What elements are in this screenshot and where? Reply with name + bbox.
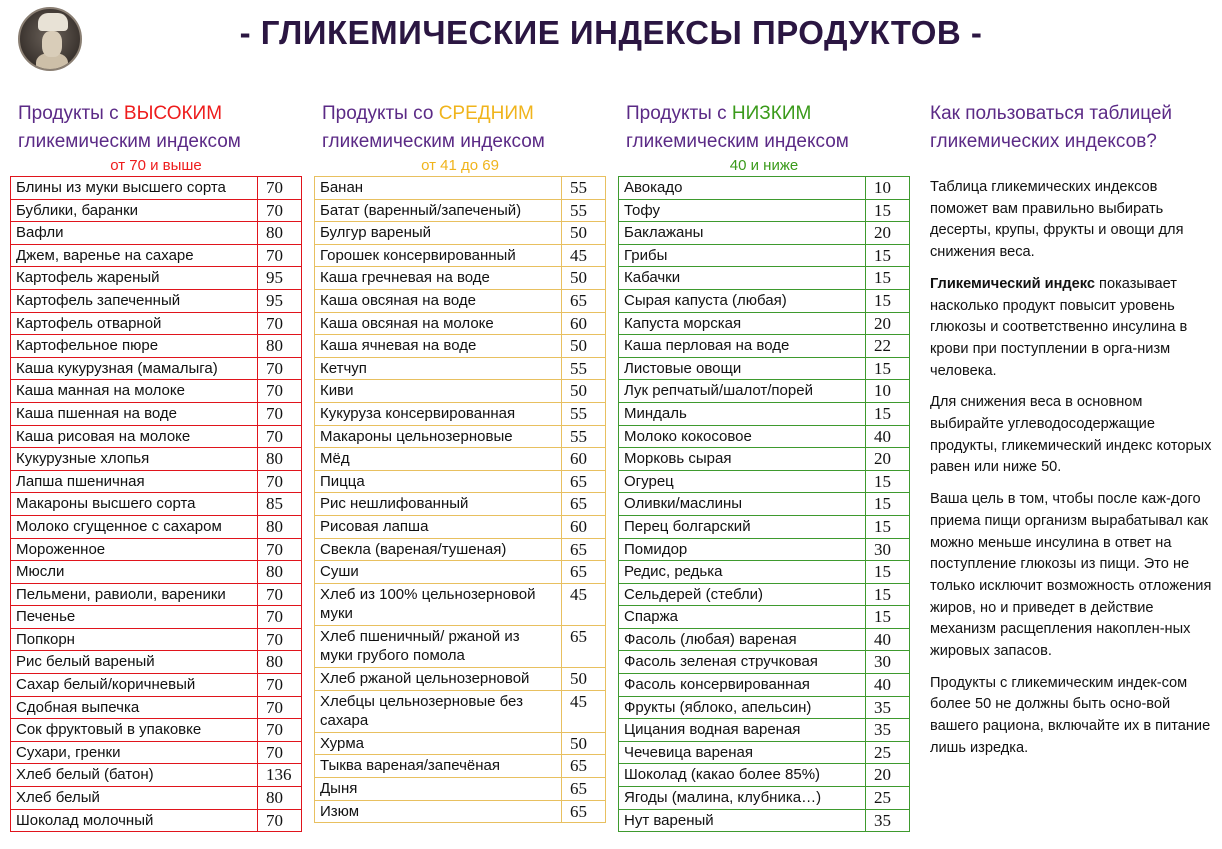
gi-value: 65: [562, 538, 606, 561]
gi-value: 70: [258, 357, 302, 380]
gi-value: 10: [866, 380, 910, 403]
gi-value: 15: [866, 515, 910, 538]
product-name: Огурец: [619, 470, 866, 493]
product-name: Каша гречневая на воде: [315, 267, 562, 290]
gi-value: 80: [258, 651, 302, 674]
gi-value: 65: [562, 493, 606, 516]
table-row: [619, 267, 910, 290]
product-name: Морковь сырая: [619, 448, 866, 471]
table-row: [315, 357, 606, 380]
gi-value: 65: [562, 470, 606, 493]
gi-value: 60: [562, 515, 606, 538]
gi-value: 15: [866, 357, 910, 380]
product-name: Шоколад молочный: [11, 809, 258, 832]
table-row: [315, 800, 606, 823]
product-name: Картофельное пюре: [11, 335, 258, 358]
gi-value: 45: [562, 690, 606, 732]
table-row: [315, 222, 606, 245]
how-to-use-panel: [930, 100, 1215, 760]
product-name: Блины из муки высшего сорта: [11, 177, 258, 200]
table-row: [11, 787, 302, 810]
gi-value: 55: [562, 177, 606, 200]
table-row: [11, 628, 302, 651]
gi-range: от 70 и выше: [110, 157, 202, 174]
product-name: Суши: [315, 561, 562, 584]
info-paragraph-3: Для снижения веса в основном выбирайте углеводосодержащие продукты, гликемический индекс которых равен или ниже 50.: [930, 394, 1212, 476]
table-row: [619, 312, 910, 335]
product-name: Листовые овощи: [619, 357, 866, 380]
product-table: [314, 176, 606, 823]
table-row: [619, 719, 910, 742]
gi-range: 40 и ниже: [729, 157, 799, 174]
product-name: Сухари, гренки: [11, 741, 258, 764]
product-name: Каша рисовая на молоке: [11, 425, 258, 448]
table-row: [11, 809, 302, 832]
table-row: [315, 690, 606, 732]
product-name: Джем, варенье на сахаре: [11, 244, 258, 267]
product-name: Вафли: [11, 222, 258, 245]
gi-value: 65: [562, 778, 606, 801]
product-name: Нут вареный: [619, 809, 866, 832]
product-name: Сахар белый/коричневый: [11, 674, 258, 697]
product-name: Банан: [315, 177, 562, 200]
gi-value: 70: [258, 199, 302, 222]
table-row: [11, 244, 302, 267]
table-row: [315, 312, 606, 335]
page-title: - ГЛИКЕМИЧЕСКИЕ ИНДЕКСЫ ПРОДУКТОВ -: [239, 14, 983, 51]
product-name: Печенье: [11, 606, 258, 629]
table-row: [619, 561, 910, 584]
gi-value: 65: [562, 800, 606, 823]
gi-value: 80: [258, 335, 302, 358]
product-name: Попкорн: [11, 628, 258, 651]
product-table: [10, 176, 302, 832]
product-name: Макароны цельнозерновые: [315, 425, 562, 448]
gi-value: 55: [562, 402, 606, 425]
gi-value: 70: [258, 425, 302, 448]
product-name: Помидор: [619, 538, 866, 561]
product-name: Горошек консервированный: [315, 244, 562, 267]
table-row: [619, 741, 910, 764]
table-row: [619, 674, 910, 697]
product-name: Пицца: [315, 470, 562, 493]
product-name: Перец болгарский: [619, 515, 866, 538]
gi-value: 55: [562, 199, 606, 222]
gi-value: 65: [562, 755, 606, 778]
gi-value: 25: [866, 741, 910, 764]
product-name: Дыня: [315, 778, 562, 801]
high-gi-column: [10, 100, 302, 832]
gi-value: 20: [866, 448, 910, 471]
product-name: Каша кукурузная (мамалыга): [11, 357, 258, 380]
product-name: Лук репчатый/шалот/порей: [619, 380, 866, 403]
table-row: [11, 425, 302, 448]
table-row: [11, 470, 302, 493]
table-row: [315, 289, 606, 312]
table-row: [315, 199, 606, 222]
gi-value: 70: [258, 538, 302, 561]
gi-value: 35: [866, 696, 910, 719]
product-name: Мороженное: [11, 538, 258, 561]
table-row: [11, 764, 302, 787]
product-name: Тыква вареная/запечёная: [315, 755, 562, 778]
table-row: [315, 177, 606, 200]
product-name: Рисовая лапша: [315, 515, 562, 538]
column-heading: Продукты с НИЗКИМ гликемическим индексом: [626, 103, 849, 152]
table-row: [11, 515, 302, 538]
table-row: [619, 787, 910, 810]
product-name: Картофель жареный: [11, 267, 258, 290]
table-row: [11, 312, 302, 335]
gi-value: 80: [258, 515, 302, 538]
gi-value: 35: [866, 719, 910, 742]
table-row: [619, 244, 910, 267]
gi-value: 40: [866, 628, 910, 651]
info-paragraph-4: Ваша цель в том, чтобы после каж-дого приема пищи организм вырабатывал как можно меньше инсулина в ответ на поступление глюкозы из пищи. Это не только исключит возможность отложения жиров, но и приведет в действие механизм расщепления накоплен-ных жировых запасов.: [930, 491, 1212, 660]
table-row: [619, 628, 910, 651]
gi-value: 20: [866, 312, 910, 335]
table-row: [11, 267, 302, 290]
gi-value: 45: [562, 244, 606, 267]
info-paragraph-1: Таблица гликемических индексов поможет вам правильно выбирать десерты, крупы, фрукты и овощи для снижения веса.: [930, 179, 1184, 261]
table-row: [619, 177, 910, 200]
table-row: [315, 470, 606, 493]
gi-value: 50: [562, 222, 606, 245]
gi-value: 70: [258, 719, 302, 742]
gi-value: 70: [258, 244, 302, 267]
table-row: [11, 493, 302, 516]
product-name: Ягоды (малина, клубника…): [619, 787, 866, 810]
gi-value: 15: [866, 289, 910, 312]
gi-value: 70: [258, 741, 302, 764]
table-row: [619, 470, 910, 493]
table-row: [315, 778, 606, 801]
product-name: Картофель отварной: [11, 312, 258, 335]
table-row: [619, 696, 910, 719]
table-row: [11, 222, 302, 245]
table-row: [11, 674, 302, 697]
table-row: [11, 380, 302, 403]
product-name: Молоко сгущенное с сахаром: [11, 515, 258, 538]
product-name: Каша манная на молоке: [11, 380, 258, 403]
table-row: [619, 402, 910, 425]
product-name: Авокадо: [619, 177, 866, 200]
product-name: Хлеб из 100% цельнозерновой муки: [315, 583, 562, 625]
gi-value: 55: [562, 425, 606, 448]
gi-value: 25: [866, 787, 910, 810]
info-paragraph-5: Продукты с гликемическим индек-сом более 50 не должны быть осно-вой вашего рациона, включайте их в питание лишь изредка.: [930, 674, 1211, 756]
product-name: Сельдерей (стебли): [619, 583, 866, 606]
product-name: Каша ячневая на воде: [315, 335, 562, 358]
product-name: Батат (варенный/запеченый): [315, 199, 562, 222]
table-row: [619, 538, 910, 561]
table-row: [619, 199, 910, 222]
product-name: Мюсли: [11, 561, 258, 584]
table-row: [11, 448, 302, 471]
info-paragraph-2: Гликемический индекс показывает насколько продукт повысит уровень глюкозы и соответственно инсулина в крови при поступлении в орга-низм человека.: [930, 275, 1188, 379]
gi-range: от 41 до 69: [421, 157, 499, 174]
product-name: Фасоль (любая) вареная: [619, 628, 866, 651]
table-row: [619, 651, 910, 674]
product-name: Миндаль: [619, 402, 866, 425]
gi-value: 65: [562, 561, 606, 584]
product-name: Бублики, баранки: [11, 199, 258, 222]
product-name: Киви: [315, 380, 562, 403]
table-row: [315, 402, 606, 425]
product-name: Фасоль консервированная: [619, 674, 866, 697]
gi-value: 15: [866, 606, 910, 629]
product-name: Оливки/маслины: [619, 493, 866, 516]
gi-value: 70: [258, 628, 302, 651]
product-name: Фасоль зеленая стручковая: [619, 651, 866, 674]
gi-value: 20: [866, 222, 910, 245]
table-row: [315, 425, 606, 448]
table-row: [619, 335, 910, 358]
gi-value: 65: [562, 625, 606, 667]
table-row: [619, 493, 910, 516]
table-row: [11, 538, 302, 561]
gi-value: 22: [866, 335, 910, 358]
table-row: [11, 651, 302, 674]
gi-value: 70: [258, 380, 302, 403]
table-row: [315, 380, 606, 403]
product-name: Булгур вареный: [315, 222, 562, 245]
table-row: [315, 267, 606, 290]
gi-value: 70: [258, 696, 302, 719]
gi-value: 80: [258, 448, 302, 471]
gi-value: 20: [866, 764, 910, 787]
gi-value: 15: [866, 493, 910, 516]
gi-value: 65: [562, 289, 606, 312]
gi-value: 55: [562, 357, 606, 380]
product-name: Каша овсяная на воде: [315, 289, 562, 312]
gi-value: 80: [258, 561, 302, 584]
column-heading: Продукты со СРЕДНИМ гликемическим индексом: [322, 103, 545, 152]
product-name: Пельмени, равиоли, вареники: [11, 583, 258, 606]
gi-value: 70: [258, 583, 302, 606]
gi-value: 15: [866, 267, 910, 290]
table-row: [619, 357, 910, 380]
gi-value: 45: [562, 583, 606, 625]
table-row: [315, 583, 606, 625]
gi-value: 35: [866, 809, 910, 832]
product-name: Хлеб белый: [11, 787, 258, 810]
gi-value: 60: [562, 312, 606, 335]
product-name: Шоколад (какао более 85%): [619, 764, 866, 787]
product-name: Макароны высшего сорта: [11, 493, 258, 516]
product-name: Лапша пшеничная: [11, 470, 258, 493]
product-name: Хлеб ржаной цельнозерновой: [315, 668, 562, 691]
product-name: Чечевица вареная: [619, 741, 866, 764]
gi-value: 15: [866, 561, 910, 584]
product-name: Сок фруктовый в упаковке: [11, 719, 258, 742]
table-row: [11, 583, 302, 606]
gi-value: 30: [866, 538, 910, 561]
gi-value: 70: [258, 402, 302, 425]
table-row: [619, 809, 910, 832]
info-heading: Как пользоваться таблицей гликемических индексов?: [930, 103, 1173, 152]
table-row: [619, 425, 910, 448]
product-name: Хлебцы цельнозерновые без сахара: [315, 690, 562, 732]
product-name: Рис белый вареный: [11, 651, 258, 674]
table-row: [315, 732, 606, 755]
gi-value: 30: [866, 651, 910, 674]
product-name: Спаржа: [619, 606, 866, 629]
product-name: Сдобная выпечка: [11, 696, 258, 719]
product-name: Капуста морская: [619, 312, 866, 335]
gi-value: 15: [866, 244, 910, 267]
product-name: Изюм: [315, 800, 562, 823]
gi-value: 95: [258, 289, 302, 312]
product-name: Цицания водная вареная: [619, 719, 866, 742]
gi-value: 15: [866, 470, 910, 493]
table-row: [11, 357, 302, 380]
gi-value: 40: [866, 674, 910, 697]
gi-value: 40: [866, 425, 910, 448]
table-row: [315, 538, 606, 561]
table-row: [619, 583, 910, 606]
gi-value: 15: [866, 583, 910, 606]
table-row: [11, 402, 302, 425]
table-row: [619, 380, 910, 403]
gi-value: 70: [258, 312, 302, 335]
gi-value: 70: [258, 470, 302, 493]
gi-value: 70: [258, 674, 302, 697]
table-row: [315, 668, 606, 691]
gi-value: 50: [562, 668, 606, 691]
table-row: [619, 764, 910, 787]
table-row: [315, 244, 606, 267]
table-row: [11, 335, 302, 358]
table-row: [11, 696, 302, 719]
product-name: Каша пшенная на воде: [11, 402, 258, 425]
table-row: [315, 448, 606, 471]
table-row: [315, 625, 606, 667]
gi-value: 80: [258, 222, 302, 245]
product-name: Хлеб белый (батон): [11, 764, 258, 787]
table-row: [11, 199, 302, 222]
product-name: Рис нешлифованный: [315, 493, 562, 516]
product-name: Кабачки: [619, 267, 866, 290]
product-name: Мёд: [315, 448, 562, 471]
gi-value: 15: [866, 199, 910, 222]
product-name: Каша перловая на воде: [619, 335, 866, 358]
gi-value: 50: [562, 380, 606, 403]
product-name: Хурма: [315, 732, 562, 755]
product-name: Молоко кокосовое: [619, 425, 866, 448]
product-name: Кетчуп: [315, 357, 562, 380]
table-row: [11, 177, 302, 200]
product-name: Каша овсяная на молоке: [315, 312, 562, 335]
column-heading: Продукты с ВЫСОКИМ гликемическим индексом: [18, 103, 241, 152]
table-row: [11, 606, 302, 629]
product-name: Грибы: [619, 244, 866, 267]
gi-value: 15: [866, 402, 910, 425]
product-name: Фрукты (яблоко, апельсин): [619, 696, 866, 719]
table-row: [315, 493, 606, 516]
gi-value: 85: [258, 493, 302, 516]
product-name: Хлеб пшеничный/ ржаной из муки грубого помола: [315, 625, 562, 667]
table-row: [315, 755, 606, 778]
gi-value: 10: [866, 177, 910, 200]
table-row: [11, 719, 302, 742]
table-row: [315, 561, 606, 584]
product-name: Сырая капуста (любая): [619, 289, 866, 312]
table-row: [11, 289, 302, 312]
gi-value: 70: [258, 177, 302, 200]
product-name: Свекла (вареная/тушеная): [315, 538, 562, 561]
gi-value: 60: [562, 448, 606, 471]
product-name: Кукуруза консервированная: [315, 402, 562, 425]
gi-value: 50: [562, 335, 606, 358]
table-row: [619, 289, 910, 312]
gi-value: 70: [258, 606, 302, 629]
gi-value: 80: [258, 787, 302, 810]
table-row: [11, 741, 302, 764]
product-name: Картофель запеченный: [11, 289, 258, 312]
table-row: [619, 606, 910, 629]
table-row: [619, 222, 910, 245]
medium-gi-column: [314, 100, 606, 823]
product-name: Баклажаны: [619, 222, 866, 245]
gi-value: 50: [562, 267, 606, 290]
table-row: [315, 515, 606, 538]
gi-value: 95: [258, 267, 302, 290]
gi-value: 70: [258, 809, 302, 832]
table-row: [315, 335, 606, 358]
product-table: [618, 176, 910, 832]
table-row: [619, 515, 910, 538]
product-name: Редис, редька: [619, 561, 866, 584]
gi-value: 136: [258, 764, 302, 787]
product-name: Тофу: [619, 199, 866, 222]
low-gi-column: [618, 100, 910, 832]
gi-value: 50: [562, 732, 606, 755]
product-name: Кукурузные хлопья: [11, 448, 258, 471]
table-row: [11, 561, 302, 584]
table-row: [619, 448, 910, 471]
